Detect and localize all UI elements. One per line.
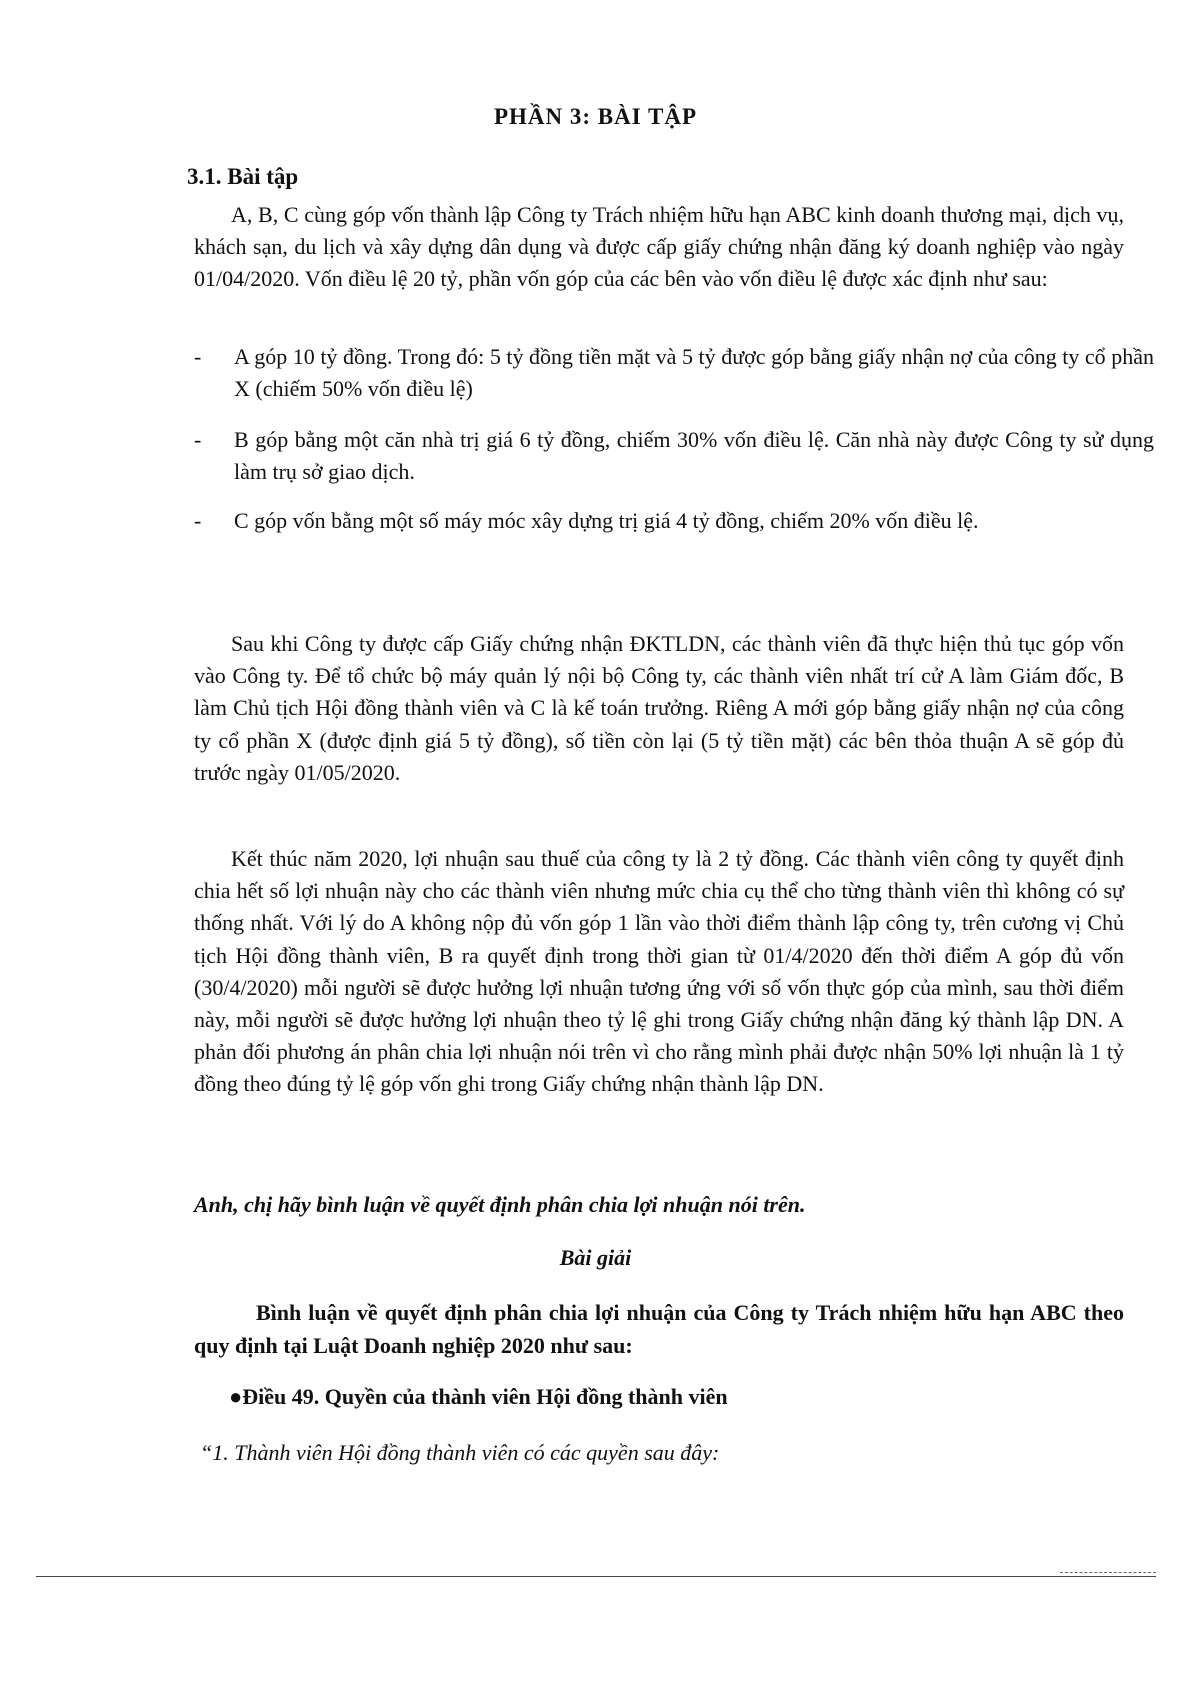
bullet-text: A góp 10 tỷ đồng. Trong đó: 5 tỷ đồng tiền mặt và 5 tỷ được góp bằng giấy nhận nợ của công ty cổ phần X (chiếm 50% vốn điều lệ): [234, 344, 1154, 401]
bullet-dash: -: [194, 344, 202, 369]
bullet-item-b: [194, 424, 1154, 488]
bullet-dash: -: [194, 427, 202, 452]
paragraph-intro: A, B, C cùng góp vốn thành lập Công ty Trách nhiệm hữu hạn ABC kinh doanh thương mại, dịch vụ, khách sạn, du lịch và xây dựng dân dụng và được cấp giấy chứng nhận đăng ký doanh nghiệp vào ngày 01/04/2020. Vốn điều lệ 20 tỷ, phần vốn góp của các bên vào vốn điều lệ được xác định như sau:: [194, 202, 1124, 292]
bullet-text: C góp vốn bằng một số máy móc xây dựng trị giá 4 tỷ đồng, chiếm 20% vốn điều lệ.: [234, 508, 979, 533]
paragraph-capital: Sau khi Công ty được cấp Giấy chứng nhận ĐKTLDN, các thành viên đã thực hiện thủ tục góp vốn vào Công ty. Để tổ chức bộ máy quản lý nội bộ Công ty, các thành viên nhất trí cử A làm Giám đốc, B làm Chủ tịch Hội đồng thành viên và C là kế toán trưởng. Riêng A mới góp bằng giấy nhận nợ của công ty cổ phần X (được định giá 5 tỷ đồng), số tiền còn lại (5 tỷ tiền mặt) các bên thỏa thuận A sẽ góp đủ trước ngày 01/05/2020.: [194, 631, 1124, 785]
quote-line: “1. Thành viên Hội đồng thành viên có các quyền sau đây:: [200, 1440, 720, 1465]
bullet-item-a: [194, 341, 1154, 405]
bullet-item-c: [194, 505, 1154, 537]
bullet-text: B góp bằng một căn nhà trị giá 6 tỷ đồng, chiếm 30% vốn điều lệ. Căn nhà này được Công ty sử dụng làm trụ sở giao dịch.: [234, 427, 1154, 484]
paragraph-profit: Kết thúc năm 2020, lợi nhuận sau thuế của công ty là 2 tỷ đồng. Các thành viên công ty quyết định chia hết số lợi nhuận này cho các thành viên nhưng mức chia cụ thể cho từng thành viên thì không có sự thống nhất. Với lý do A không nộp đủ vốn góp 1 lần vào thời điểm thành lập công ty, trên cương vị Chủ tịch Hội đồng thành viên, B ra quyết định trong thời gian từ 01/4/2020 đến thời điểm A góp đủ vốn (30/4/2020) mỗi người sẽ được hưởng lợi nhuận tương ứng với số vốn thực góp của mình, sau thời điểm này, mỗi người sẽ được hưởng lợi nhuận theo tỷ lệ ghi trong Giấy chứng nhận đăng ký thành lập DN. A phản đối phương án phân chia lợi nhuận nói trên vì cho rằng mình phải được nhận 50% lợi nhuận là 1 tỷ đồng theo đúng tỷ lệ góp vốn ghi trong Giấy chứng nhận thành lập DN.: [194, 846, 1124, 1097]
article-heading: ●Điều 49. Quyền của thành viên Hội đồng thành viên: [229, 1384, 728, 1409]
page-title: PHẦN 3: BÀI TẬP: [493, 104, 698, 129]
bullet-dash: -: [194, 508, 202, 533]
footer-divider-dashed: [1060, 1572, 1156, 1573]
footer-divider: [36, 1576, 1156, 1577]
section-heading: 3.1. Bài tập: [187, 164, 299, 189]
question-text: Anh, chị hãy bình luận về quyết định phân chia lợi nhuận nói trên.: [194, 1192, 806, 1217]
solution-intro: Bình luận về quyết định phân chia lợi nhuận của Công ty Trách nhiệm hữu hạn ABC theo quy định tại Luật Doanh nghiệp 2020 như sau:: [194, 1300, 1124, 1358]
solution-title: Bài giải: [559, 1245, 632, 1270]
